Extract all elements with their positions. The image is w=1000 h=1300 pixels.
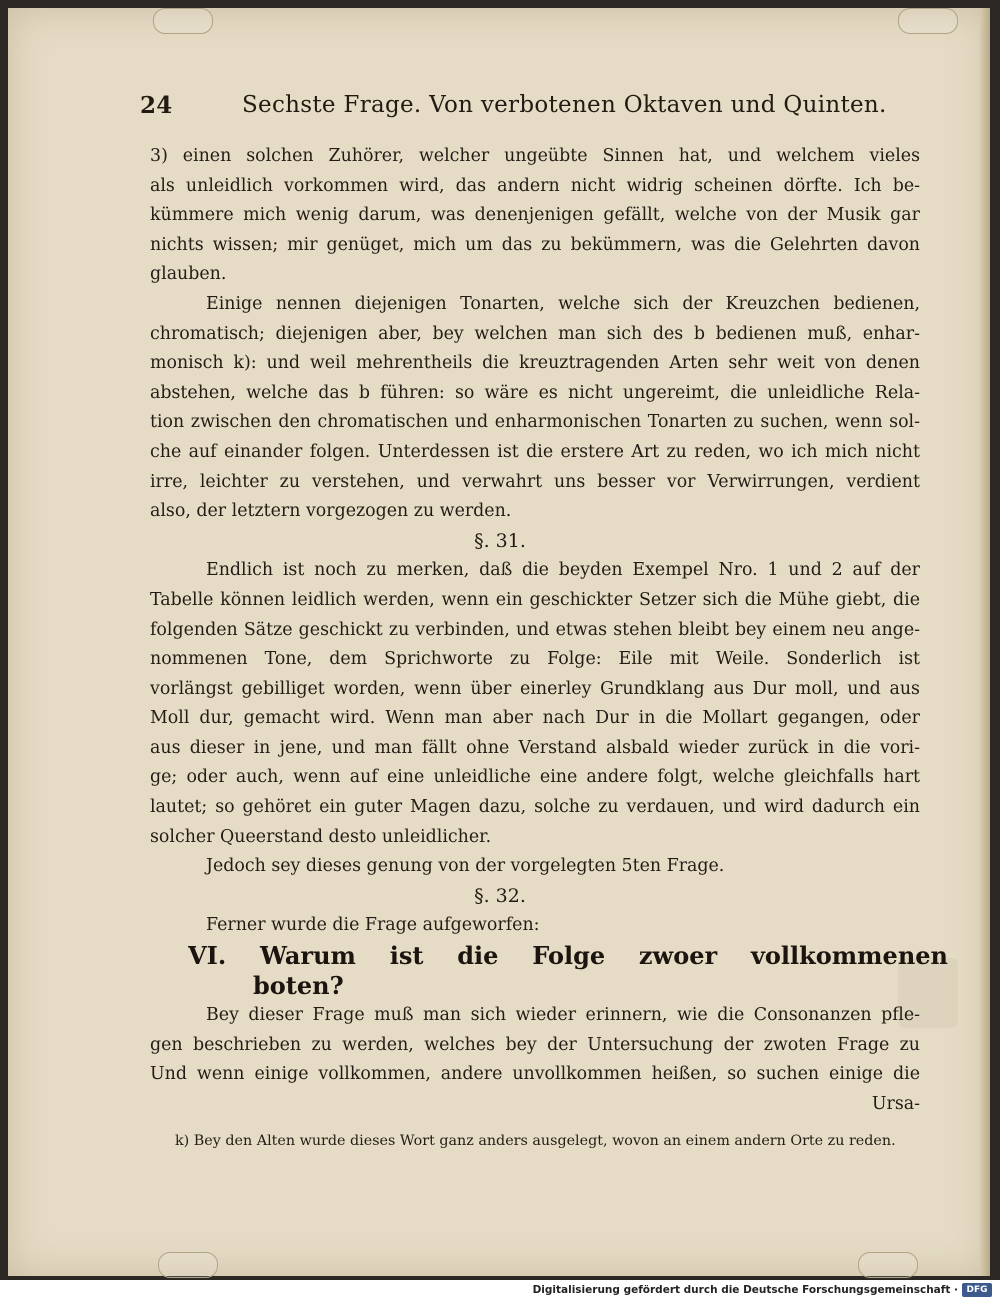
text-line: aus dieser in jene, und man fällt ohne Verstand alsbald wieder zurück in die vori- bbox=[150, 737, 920, 758]
text-line: Jedoch sey dieses genung von der vorgelegten 5ten Frage. bbox=[206, 856, 725, 877]
text-line: Einige nennen diejenigen Tonarten, welche sich der Kreuzchen bedienen, bbox=[206, 293, 920, 314]
section-number: §. 31. bbox=[474, 529, 526, 552]
text-line: kümmere mich wenig darum, was denenjenigen gefällt, welche von der Musik gar bbox=[150, 205, 920, 226]
credit-bar bbox=[0, 1282, 1000, 1300]
text-line: Ferner wurde die Frage aufgeworfen: bbox=[206, 915, 540, 936]
page-edge bbox=[980, 8, 990, 1276]
clip-mark bbox=[898, 8, 958, 34]
heading-line: boten? bbox=[253, 971, 344, 1001]
text-line: solcher Queerstand desto unleidlicher. bbox=[150, 826, 492, 847]
text-line: ge; oder auch, wenn auf eine unleidliche eine andere folgt, welche gleichfalls hart bbox=[150, 767, 920, 788]
text-line: tion zwischen den chromatischen und enharmonischen Tonarten zu suchen, wenn sol- bbox=[150, 412, 920, 433]
text-line: Endlich ist noch zu merken, daß die beyden Exempel Nro. 1 und 2 auf der bbox=[206, 560, 920, 581]
section-number: §. 32. bbox=[474, 884, 526, 907]
text-line: che auf einander folgen. Unterdessen ist die erstere Art zu reden, wo ich mich nicht bbox=[150, 441, 920, 462]
page-header bbox=[140, 92, 887, 126]
text-line: nichts wissen; mir genüget, mich um das zu bekümmern, was die Gelehrten davon bbox=[150, 234, 920, 255]
text-line: abstehen, welche das b führen: so wäre es nicht ungereimt, die unleidliche Rela- bbox=[150, 382, 920, 403]
page-number: 24 bbox=[140, 92, 173, 119]
text-line: vorlängst gebilliget worden, wenn über einerley Grundklang aus Dur moll, und aus bbox=[150, 678, 920, 699]
clip-mark bbox=[158, 1252, 218, 1278]
text-line: irre, leichter zu verstehen, und verwahrt uns besser vor Verwirrungen, verdient bbox=[150, 471, 920, 492]
text-line: nommenen Tone, dem Sprichworte zu Folge: Eile mit Weile. Sonderlich ist bbox=[150, 649, 920, 670]
text-line: Moll dur, gemacht wird. Wenn man aber nach Dur in die Mollart gegangen, oder bbox=[150, 708, 920, 729]
text-line: als unleidlich vorkommen wird, das andern nicht widrig scheinen dörfte. Ich be- bbox=[150, 175, 920, 196]
question-heading bbox=[188, 941, 948, 1001]
footnote: k) Bey den Alten wurde dieses Wort ganz anders ausgelegt, wovon an einem andern Orte zu reden. bbox=[175, 1133, 896, 1149]
body-text bbox=[150, 142, 948, 1119]
text-line: Und wenn einige vollkommen, andere unvollkommen heißen, so suchen einige die bbox=[150, 1064, 920, 1085]
heading-line: VI. Warum ist die Folge zwoer vollkommenen bbox=[188, 941, 948, 971]
credit-text: Digitalisierung gefördert durch die Deutsche Forschungsgemeinschaft · bbox=[532, 1284, 958, 1296]
text-line: gen beschrieben zu werden, welches bey der Untersuchung der zwoten Frage zu bbox=[150, 1034, 920, 1055]
clip-mark bbox=[858, 1252, 918, 1278]
text-line: folgenden Sätze geschickt zu verbinden, und etwas stehen bleibt bey einem neu ange- bbox=[150, 619, 920, 640]
catch-word: Ursa- bbox=[871, 1093, 920, 1114]
running-head: Sechste Frage. Von verbotenen Oktaven und Quinten. bbox=[242, 92, 887, 118]
dfg-logo: DFG bbox=[962, 1283, 992, 1297]
text-line: also, der letztern vorgezogen zu werden. bbox=[150, 501, 512, 522]
text-line: glauben. bbox=[150, 264, 227, 285]
text-line: monisch k): und weil mehrentheils die kreuztragenden Arten sehr weit von denen bbox=[150, 353, 920, 374]
text-line: lautet; so gehöret ein guter Magen dazu, solche zu verdauen, und wird dadurch ein bbox=[150, 797, 920, 818]
text-line: 3) einen solchen Zuhörer, welcher ungeübte Sinnen hat, und welchem vieles bbox=[150, 146, 920, 166]
text-line: Tabelle können leidlich werden, wenn ein geschickter Setzer sich die Mühe giebt, die bbox=[150, 589, 920, 610]
text-line: Bey dieser Frage muß man sich wieder erinnern, wie die Consonanzen pfle- bbox=[206, 1005, 920, 1026]
clip-mark bbox=[153, 8, 213, 34]
text-line: chromatisch; diejenigen aber, bey welchen man sich des b bedienen muß, enhar- bbox=[150, 323, 920, 344]
